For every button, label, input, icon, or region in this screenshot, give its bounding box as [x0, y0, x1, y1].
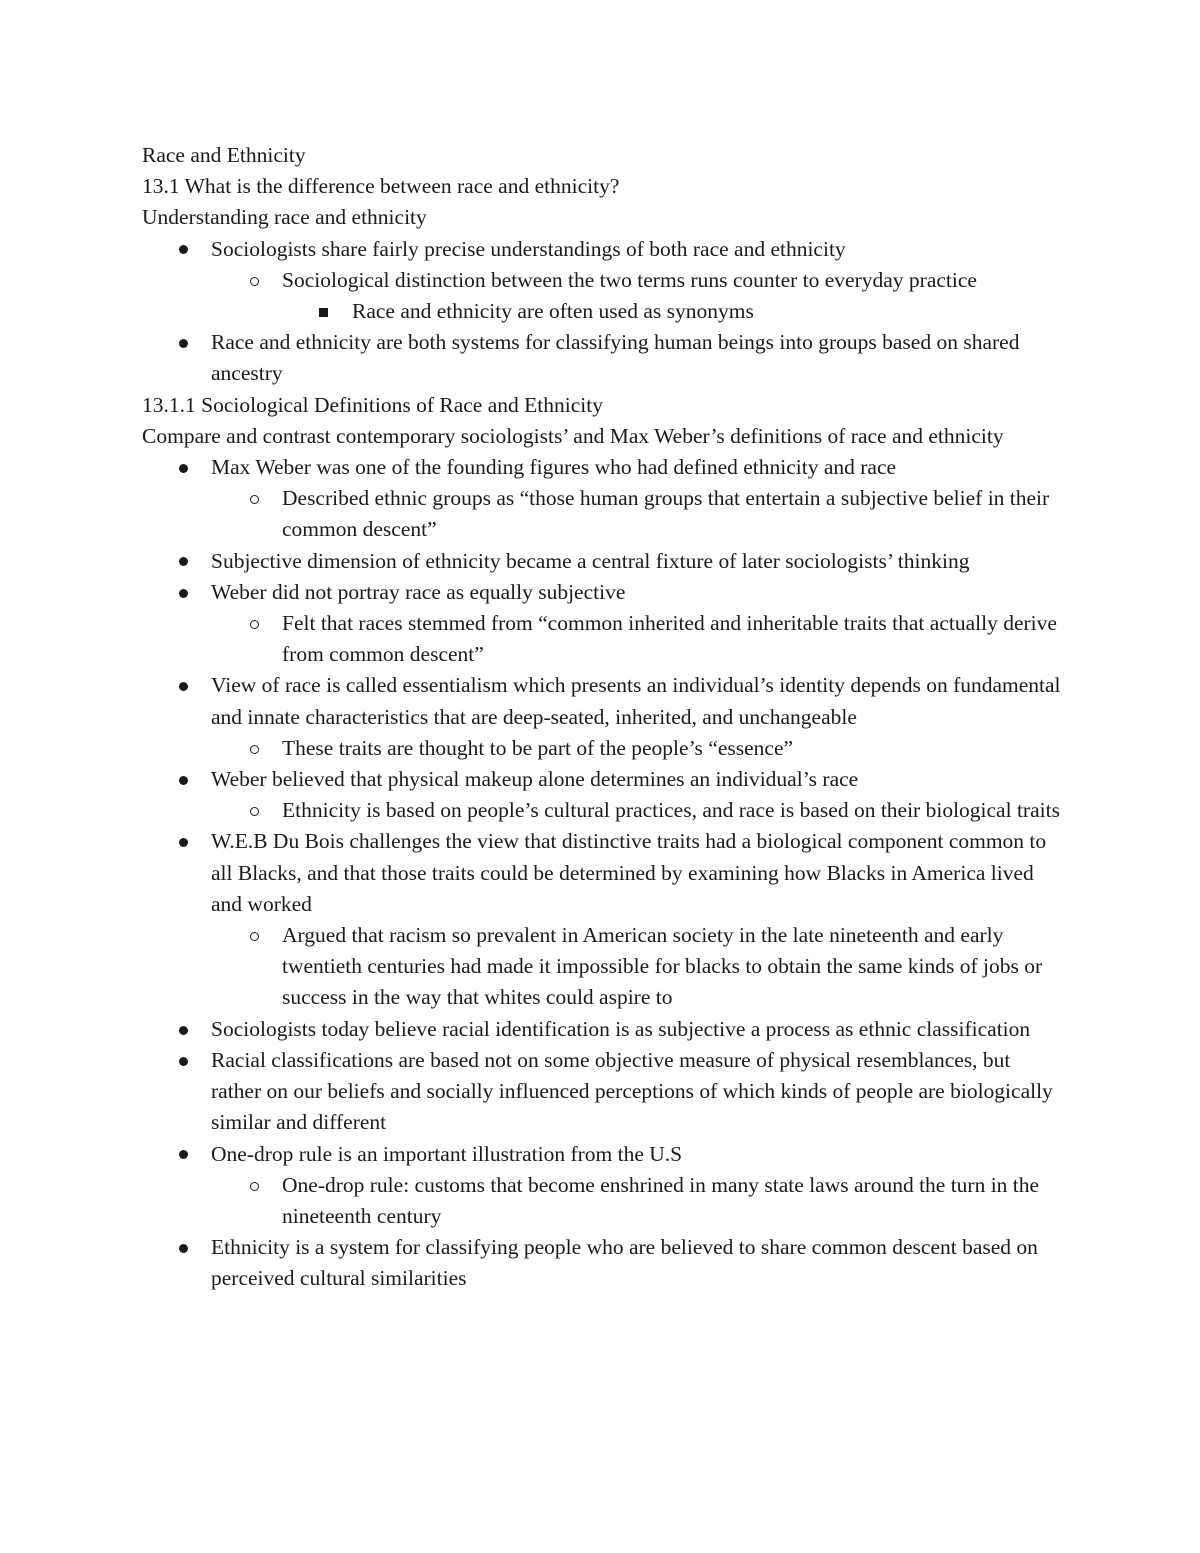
list-item-text: Ethnicity is a system for classifying people who are believed to share common descent based on perceived cultural similarities	[211, 1235, 1038, 1291]
list-item	[142, 670, 1062, 732]
list-item	[142, 483, 1062, 545]
list-item-text: Race and ethnicity are often used as synonyms	[352, 299, 754, 324]
list-item-text: Felt that races stemmed from “common inherited and inheritable traits that actually derive from common descent”	[282, 611, 1057, 667]
list-item	[142, 452, 1062, 483]
bullet-circle-icon	[250, 1170, 259, 1201]
list-item	[142, 234, 1062, 265]
list-item	[142, 1170, 1062, 1232]
bullet-circle-icon	[250, 920, 259, 951]
list-item	[142, 296, 1062, 327]
list-item-text: Described ethnic groups as “those human groups that entertain a subjective belief in their common descent”	[282, 486, 1050, 542]
bullet-circle-icon	[250, 733, 259, 764]
bullet-disc-icon	[179, 577, 188, 608]
bullet-disc-icon	[179, 764, 188, 795]
bullet-disc-icon	[179, 1014, 188, 1045]
list-item	[142, 1139, 1062, 1170]
list-item	[142, 733, 1062, 764]
list-item-text: Ethnicity is based on people’s cultural practices, and race is based on their biological traits	[282, 798, 1060, 823]
list-item-text: Weber believed that physical makeup alone determines an individual’s race	[211, 767, 859, 792]
list-item	[142, 577, 1062, 608]
section-heading: 13.1 What is the difference between race and ethnicity?	[142, 174, 620, 199]
bullet-disc-icon	[179, 234, 188, 265]
list-item	[142, 608, 1062, 670]
list-item-text: Racial classifications are based not on some objective measure of physical resemblances, but rather on our beliefs and socially influenced perceptions of which kinds of people are biologically similar and different	[211, 1047, 1053, 1135]
list-item-text: These traits are thought to be part of the people’s “essence”	[282, 735, 794, 760]
bullet-circle-icon	[250, 483, 259, 514]
list-item-text: One-drop rule: customs that become enshrined in many state laws around the turn in the nineteenth century	[282, 1172, 1040, 1228]
bullet-disc-icon	[179, 1232, 188, 1263]
bullet-circle-icon	[250, 608, 259, 639]
list-item-text: Race and ethnicity are both systems for classifying human beings into groups based on shared ancestry	[211, 330, 1020, 386]
bullet-disc-icon	[179, 452, 188, 483]
list-item-text: Sociologists share fairly precise understandings of both race and ethnicity	[211, 236, 846, 261]
list-item	[142, 327, 1062, 389]
list-item-text: Subjective dimension of ethnicity became a central fixture of later sociologists’ thinking	[211, 548, 970, 573]
bullet-circle-icon	[250, 265, 259, 296]
subsection-heading: 13.1.1 Sociological Definitions of Race and Ethnicity	[142, 392, 603, 417]
list-item-text: W.E.B Du Bois challenges the view that distinctive traits had a biological component common to all Blacks, and that those traits could be determined by examining how Blacks in America lived and worked	[211, 829, 1047, 916]
list-item	[142, 826, 1062, 920]
subheading-understanding: Understanding race and ethnicity	[142, 205, 427, 230]
list-item-text: Sociological distinction between the two terms runs counter to everyday practice	[282, 267, 977, 292]
list-item	[142, 265, 1062, 296]
list-item-text: Max Weber was one of the founding figures who had defined ethnicity and race	[211, 455, 897, 480]
list-item	[142, 546, 1062, 577]
bullet-circle-icon	[250, 795, 259, 826]
list-item	[142, 920, 1062, 1014]
list-item-text: One-drop rule is an important illustration from the U.S	[211, 1141, 683, 1166]
list-item	[142, 764, 1062, 795]
list-item	[142, 1045, 1062, 1139]
list-item-text: Weber did not portray race as equally subjective	[211, 579, 626, 604]
document-title: Race and Ethnicity	[142, 143, 306, 167]
bullet-disc-icon	[179, 1045, 188, 1076]
document-page	[142, 140, 1062, 1295]
list-item-text: Argued that racism so prevalent in American society in the late nineteenth and early twentieth centuries had made it impossible for blacks to obtain the same kinds of jobs or success in the way that whites could aspire to	[282, 923, 1043, 1010]
list-item	[142, 1014, 1062, 1045]
bullet-disc-icon	[179, 327, 188, 358]
bullet-disc-icon	[179, 1139, 188, 1170]
bullet-disc-icon	[179, 546, 188, 577]
bullet-square-icon	[319, 296, 328, 327]
bullet-disc-icon	[179, 826, 188, 857]
list-item-text: View of race is called essentialism which presents an individual’s identity depends on fundamental and innate characteristics that are deep-seated, inherited, and unchangeable	[211, 673, 1061, 729]
list-item-text: Sociologists today believe racial identification is as subjective a process as ethnic classification	[211, 1016, 1031, 1041]
list-item	[142, 795, 1062, 826]
list-item	[142, 1232, 1062, 1294]
bullet-disc-icon	[179, 670, 188, 701]
subheading-compare: Compare and contrast contemporary sociologists’ and Max Weber’s definitions of race and ethnicity	[142, 423, 1004, 448]
